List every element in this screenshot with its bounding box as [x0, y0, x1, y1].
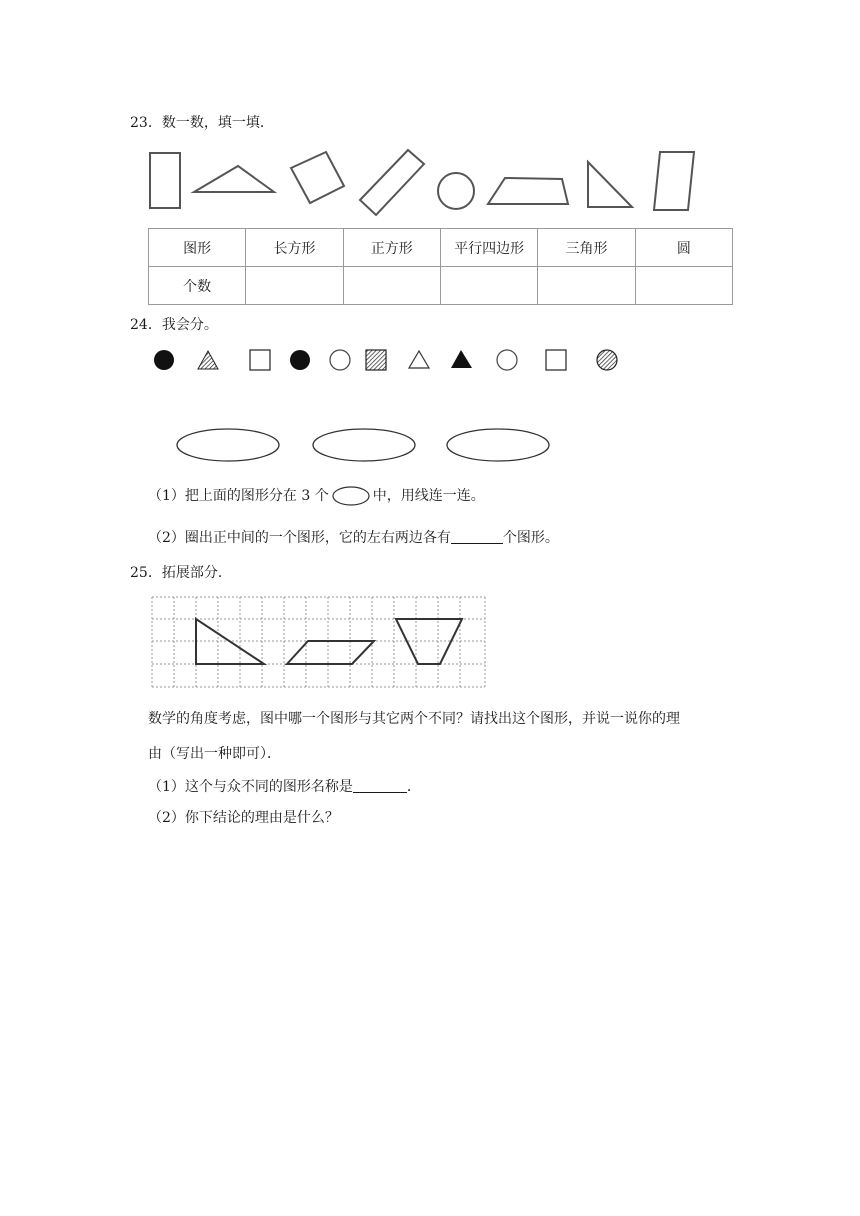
q25-description-line2: 由（写出一种即可）． [148, 746, 281, 762]
white-square-icon [250, 350, 270, 370]
answer-cell[interactable] [635, 267, 732, 305]
table-header-cell: 三角形 [538, 229, 635, 267]
q24-part2-text-before: （2）圈出正中间的一个图形，它的左右两边各有 [148, 530, 451, 546]
answer-blank[interactable] [451, 529, 503, 544]
hatched-square-icon [366, 350, 386, 370]
white-circle-icon [497, 350, 517, 370]
q24-title: 24．我会分。 [130, 317, 218, 333]
table-header-cell: 平行四边形 [440, 229, 537, 267]
q23-title: 23．数一数，填一填． [130, 115, 274, 131]
table-header-cell: 圆 [635, 229, 732, 267]
q25-dotted-grid-figure [0, 592, 860, 692]
rectangle-vertical-icon [150, 153, 180, 208]
answer-cell[interactable] [246, 267, 343, 305]
q25-part1-text-before: （1）这个与众不同的图形名称是 [148, 779, 353, 795]
hatched-circle-icon [597, 350, 617, 370]
white-circle-icon [330, 350, 350, 370]
square-rotated-icon [291, 152, 344, 203]
q24-sorting-ellipses [0, 420, 860, 470]
q24-part1-text-after: 中，用线连一连。 [372, 488, 485, 504]
black-triangle-icon [451, 350, 472, 368]
q24-shapes-row [0, 340, 860, 380]
answer-cell[interactable] [538, 267, 635, 305]
white-triangle-icon [409, 351, 429, 368]
q25-part1 [148, 776, 421, 796]
answer-cell[interactable] [440, 267, 537, 305]
sorting-ellipse [177, 429, 279, 461]
black-circle-icon [290, 350, 310, 370]
q25-part2: （2）你下结论的理由是什么？ [148, 810, 339, 826]
q24-part2 [148, 527, 559, 547]
white-square-icon [546, 350, 566, 370]
table-header-cell: 正方形 [343, 229, 440, 267]
obtuse-triangle-icon [194, 166, 274, 192]
q24-part1 [148, 485, 485, 507]
black-circle-icon [154, 350, 174, 370]
small-ellipse-icon [331, 485, 371, 507]
parallelogram-shape [287, 641, 374, 664]
hatched-triangle-icon [198, 351, 218, 369]
row-label-cell: 个数 [149, 267, 246, 305]
table-header-cell: 图形 [149, 229, 246, 267]
sorting-ellipse [313, 429, 415, 461]
sorting-ellipse [447, 429, 549, 461]
table-header-row [149, 229, 733, 267]
circle-icon [438, 173, 474, 209]
table-header-cell: 长方形 [246, 229, 343, 267]
q24-part1-text-before: （1）把上面的图形分在 3 个 [148, 488, 329, 504]
table-row [149, 267, 733, 305]
right-triangle-icon [588, 162, 632, 207]
q23-shapes-row [0, 140, 860, 220]
answer-blank[interactable] [353, 778, 407, 793]
parallelogram-icon [488, 178, 568, 204]
q25-part1-text-after: ． [406, 779, 421, 795]
q24-part2-text-after: 个图形。 [502, 530, 559, 546]
q25-description-line1: 数学的角度考虑，图中哪一个图形与其它两个不同？请找出这个图形，并说一说你的理 [148, 711, 680, 727]
parallelogram-vertical-icon [654, 152, 694, 210]
q25-title: 25．拓展部分． [130, 565, 232, 581]
q23-count-table [148, 228, 733, 305]
rectangle-rotated-icon [360, 150, 424, 215]
answer-cell[interactable] [343, 267, 440, 305]
